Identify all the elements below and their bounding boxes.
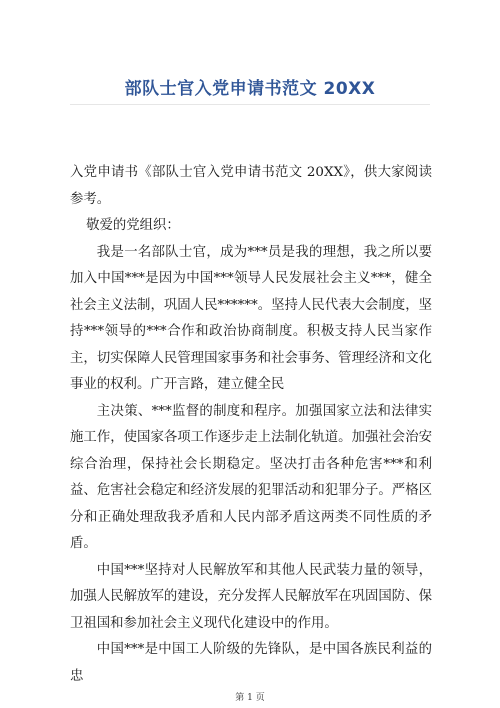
body-paragraph-3: 中国***坚持对人民解放军和其他人民武装力量的领导，加强人民解放军的建设，充分发挥人民解放军在巩固国防、保卫祖国和参加社会主义现代化建设中的作用。 [70,562,432,631]
body-paragraph-4: 中国***是中国工人阶级的先锋队，是中国各族民利益的忠 [70,642,432,684]
document-title: 部队士官入党申请书范文 20XX [124,79,376,99]
intro-paragraph: 入党申请书《部队士官入党申请书范文 20XX》，供大家阅读参考。 [70,165,432,207]
document-body [70,160,432,690]
title-divider [70,104,430,105]
salutation: 敬爱的党组织： [86,218,180,233]
page-number: 第 1 页 [235,693,265,703]
body-paragraph-1: 我是一名部队士官，成为***员是我的理想，我之所以要加入中国***是因为中国***领导人民发展社会主义***，健全社会主义法制，巩固人民******。坚持人民代表大会制度，坚持***领导的***合作和政治协商制度。积极支持人民当家作主，切实保障人民管理国家事务和社会事务、管理经济和文化事业的权利。广开言路，建立健全民 [70,244,432,392]
body-paragraph-2: 主决策、***监督的制度和程序。加强国家立法和法律实施工作，使国家各项工作逐步走上法制化轨道。加强社会治安综合治理，保持社会长期稳定。坚决打击各种危害***和利益、危害社会稳定和经济发展的犯罪活动和犯罪分子。严格区分和正确处理敌我矛盾和人民内部矛盾这两类不同性质的矛盾。 [70,403,432,551]
